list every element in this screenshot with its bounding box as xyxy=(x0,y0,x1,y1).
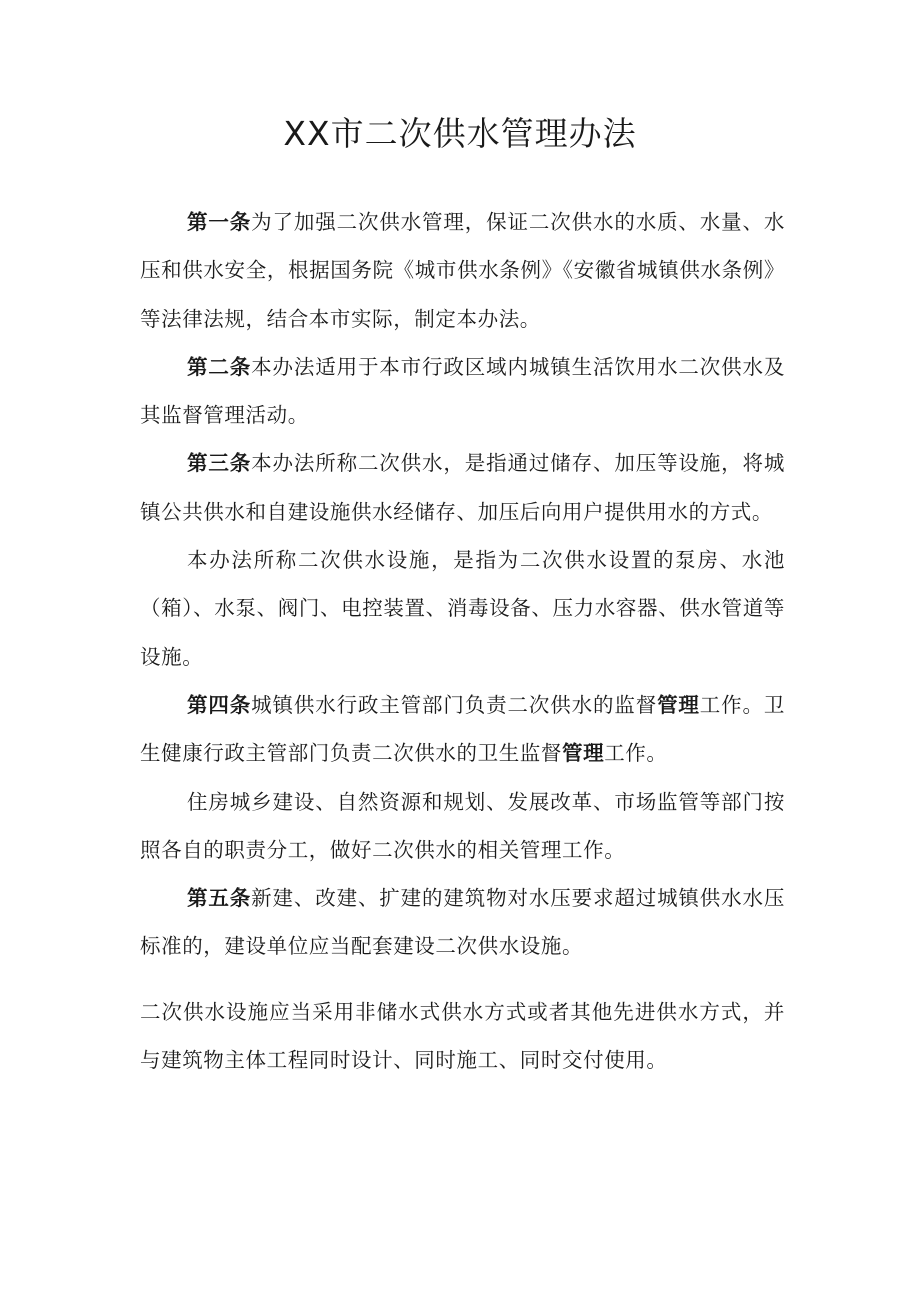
article-label: 第四条 xyxy=(187,692,252,717)
article-5 xyxy=(140,874,785,971)
emphasis-text: 管理 xyxy=(562,741,605,766)
article-3-paragraph-2 xyxy=(140,536,785,681)
article-5-paragraph-2 xyxy=(140,988,785,1085)
article-label: 第三条 xyxy=(187,451,252,476)
article-text: 本办法适用于本市行政区域内城镇生活饮用水二次供水及其监督管理活动。 xyxy=(140,354,785,428)
article-3 xyxy=(140,439,785,536)
article-text: 本办法所称二次供水，是指通过储存、加压等设施，将城镇公共供水和自建设施供水经储存、加压后向用户提供用水的方式。 xyxy=(140,451,785,524)
article-text: 新建、改建、扩建的建筑物对水压要求超过城镇供水水压标准的，建设单位应当配套建设二次供水设施。 xyxy=(140,886,785,959)
article-4-paragraph-2 xyxy=(140,778,785,875)
emphasis-text: 管理 xyxy=(657,692,700,717)
article-text: 工作。 xyxy=(604,741,668,766)
article-label: 第一条 xyxy=(187,210,252,234)
document-body xyxy=(140,198,785,1084)
article-2 xyxy=(140,343,785,440)
paragraph-text: 本办法所称二次供水设施，是指为二次供水设置的泵房、水池（箱）、水泵、阀门、电控装置、消毒设备、压力水容器、供水管道等设施。 xyxy=(140,548,785,669)
article-text: 城镇供水行政主管部门负责二次供水的监督 xyxy=(251,692,658,717)
article-text: 为了加强二次供水管理，保证二次供水的水质、水量、水压和供水安全，根据国务院《城市供水条例》《安徽省城镇供水条例》等法律法规，结合本市实际，制定本办法。 xyxy=(140,210,785,331)
article-4 xyxy=(140,681,785,778)
document-title: XX市二次供水管理办法 xyxy=(283,114,637,153)
article-label: 第二条 xyxy=(187,354,252,379)
article-1 xyxy=(140,198,785,343)
paragraph-text: 住房城乡建设、自然资源和规划、发展改革、市场监管等部门按照各自的职责分工，做好二次供水的相关管理工作。 xyxy=(140,789,785,862)
article-label: 第五条 xyxy=(187,886,252,911)
paragraph-text: 二次供水设施应当采用非储水式供水方式或者其他先进供水方式，并与建筑物主体工程同时设计、同时施工、同时交付使用。 xyxy=(140,999,785,1073)
article-text: 工作。卫生健康行政主管部门负责二次供水的卫生监督 xyxy=(140,692,785,766)
